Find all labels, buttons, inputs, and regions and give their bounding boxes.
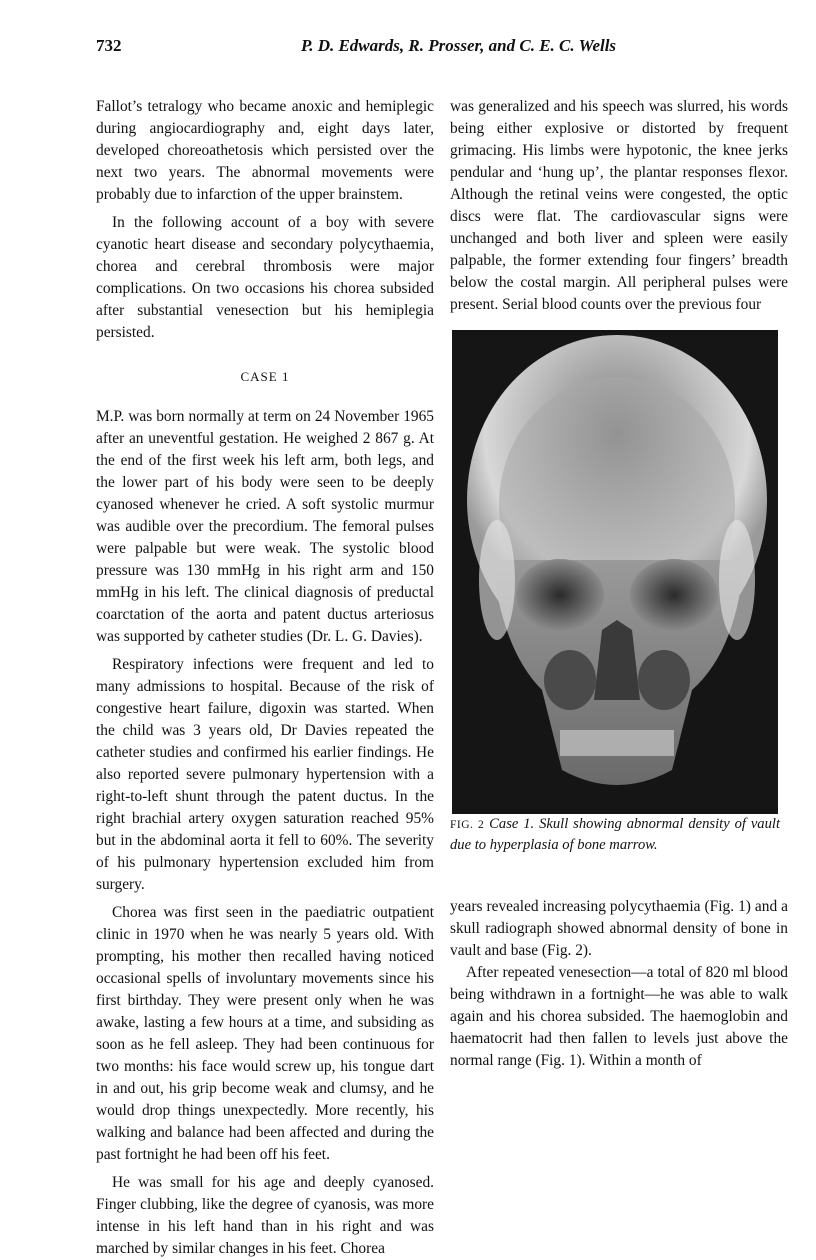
skull-xray-figure (452, 330, 778, 814)
paragraph: Fallot’s tetralogy who became anoxic and hemiplegic during angiocardiography and, eight days later, developed choreoathetosis which persisted over the next two years. The abnormal movements were probably due to infarction of the upper brainstem. (96, 98, 434, 203)
page-number: 732 (96, 36, 122, 55)
paragraph: He was small for his age and deeply cyanosed. Finger clubbing, like the degree of cyanosis, was more intense in his left hand than in his right and was marched by similar changes in his feet. Chorea (96, 1174, 434, 1257)
paragraph: years revealed increasing polycythaemia (Fig. 1) and a skull radiograph showed abnormal density of bone in vault and base (Fig. 2). (450, 898, 788, 959)
right-column-top (450, 96, 788, 316)
section-heading: CASE 1 (240, 369, 290, 384)
running-head-authors: P. D. Edwards, R. Prosser, and C. E. C. Wells (301, 36, 617, 55)
right-column-bottom (450, 896, 788, 1072)
paragraph: was generalized and his speech was slurred, his words being either explosive or distorted by frequent grimacing. His limbs were hypotonic, the knee jerks pendular and ‘hung up’, the plantar responses flexor. Although the retinal veins were congested, the optic discs were flat. The cardiovascular signs were unchanged and both liver and spleen were easily palpable, the former extending four fingers’ breadth below the costal margin. All peripheral pulses were present. Serial blood counts over the previous four (450, 98, 788, 313)
figure-label: FIG. 2 (450, 819, 485, 831)
paragraph: After repeated venesection—a total of 820 ml blood being withdrawn in a fortnight—he was able to walk again and his chorea subsided. The haemoglobin and haematocrit had then fallen to levels just above the normal range (Fig. 1). Within a month of (450, 964, 788, 1069)
paragraph: Chorea was first seen in the paediatric outpatient clinic in 1970 when he was nearly 5 years old. With prompting, his mother then recalled having noticed occasional spells of involuntary movements since his first birthday. They were present only when he was awake, lasting a few hours at a time, and subsiding as soon as he fell asleep. They had been continuous for two months: his face would screw up, his tongue dart in and out, his grip become weak and clumsy, and he would drop things unexpectedly. More recently, his walking and balance had been affected and during the past fortnight he had been off his feet. (96, 904, 434, 1163)
paragraph: M.P. was born normally at term on 24 November 1965 after an uneventful gestation. He weighed 2 867 g. At the end of the first week his left arm, both legs, and the lower part of his body were seen to be deeply cyanosed whenever he cried. A soft systolic murmur was audible over the precordium. The femoral pulses were palpable but were weak. The systolic blood pressure was 130 mmHg in his right arm and 150 mmHg in his left. The clinical diagnosis of preductal coarctation of the aorta and patent ductus arteriosus was supported by catheter studies (Dr. L. G. Davies). (96, 408, 434, 645)
paragraph: Respiratory infections were frequent and led to many admissions to hospital. Because of the risk of congestive heart failure, digoxin was started. When the child was 3 years old, Dr Davies repeated the catheter studies and confirmed his earlier findings. He also reported severe pulmonary hypertension with a right-to-left shunt through the patent ductus. In the right brachial artery oxygen saturation reached 95% but in the abdominal aorta it fell to 60%. The severity of his pulmonary hypertension excluded him from surgery. (96, 656, 434, 893)
figure-caption (450, 814, 780, 855)
left-column (96, 96, 434, 1260)
page-header (96, 36, 776, 64)
figure-caption-text: Case 1. Skull showing abnormal density of vault due to hyperplasia of bone marrow. (450, 816, 780, 853)
skull-xray-icon (452, 330, 778, 814)
paragraph: In the following account of a boy with severe cyanotic heart disease and secondary polycythaemia, chorea and cerebral thrombosis were major complications. On two occasions his chorea subsided after substantial venesection but his hemiplegia persisted. (96, 214, 434, 341)
